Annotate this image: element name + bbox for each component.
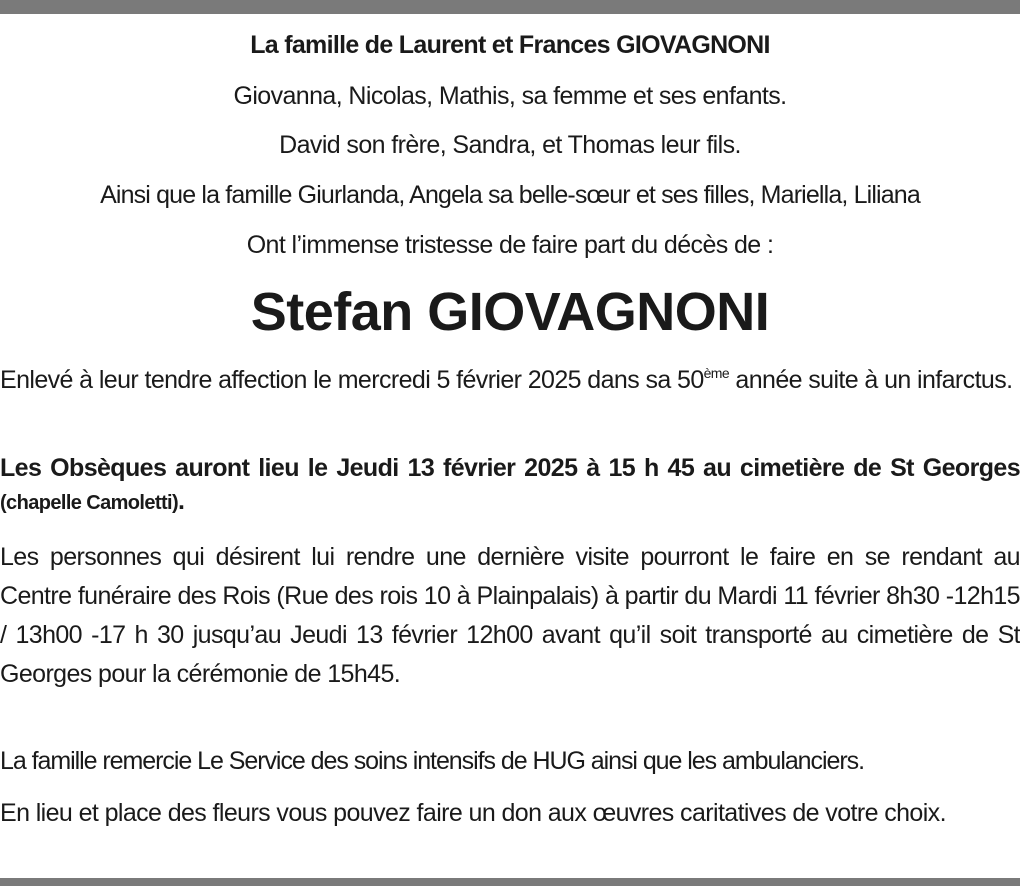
funeral-end: .: [178, 487, 185, 515]
death-text-end: année suite à un infarctus.: [729, 366, 1013, 394]
death-ordinal-suffix: ème: [703, 365, 730, 381]
death-text: Enlevé à leur tendre affection le mercredi 5 février 2025 dans sa 50: [0, 366, 704, 394]
thanks-paragraph: La famille remercie Le Service des soins intensifs de HUG ainsi que les ambulanciers.: [0, 747, 864, 775]
obituary-notice: [0, 14, 1020, 878]
family-line-brother: David son frère, Sandra, et Thomas leur fils.: [279, 131, 741, 159]
funeral-chapel: (chapelle Camoletti): [0, 492, 179, 514]
death-paragraph: [0, 364, 1020, 397]
bottom-rule: [0, 878, 1020, 886]
funeral-paragraph: [0, 452, 1020, 520]
family-line-relatives: Ainsi que la famille Giurlanda, Angela sa belle-sœur et ses filles, Mariella, Liliana: [100, 181, 920, 209]
donation-paragraph: En lieu et place des fleurs vous pouvez faire un don aux œuvres caritatives de votre choix.: [0, 799, 946, 827]
family-title: La famille de Laurent et Frances GIOVAGNONI: [250, 31, 770, 59]
funeral-text: Les Obsèques auront lieu le Jeudi 13 février 2025 à 15 h 45 au cimetière de St Georges: [0, 454, 1020, 482]
visit-paragraph: Les personnes qui désirent lui rendre une dernière visite pourront le faire en se rendant au Centre funéraire des Rois (Rue des rois 10 à Plainpalais) à partir du Mardi 11 février 8h30 -12h15 / 13h00 -17 h 30 jusqu’au Jeudi 13 février 12h00 avant qu’il soit transporté au cimetière de St Georges pour la cérémonie de 15h45.: [0, 543, 1020, 688]
family-line-children: Giovanna, Nicolas, Mathis, sa femme et ses enfants.: [233, 82, 787, 110]
deceased-name: Stefan GIOVAGNONI: [250, 282, 770, 342]
top-rule: [0, 0, 1020, 14]
announcement-line: Ont l’immense tristesse de faire part du décès de :: [246, 231, 774, 259]
